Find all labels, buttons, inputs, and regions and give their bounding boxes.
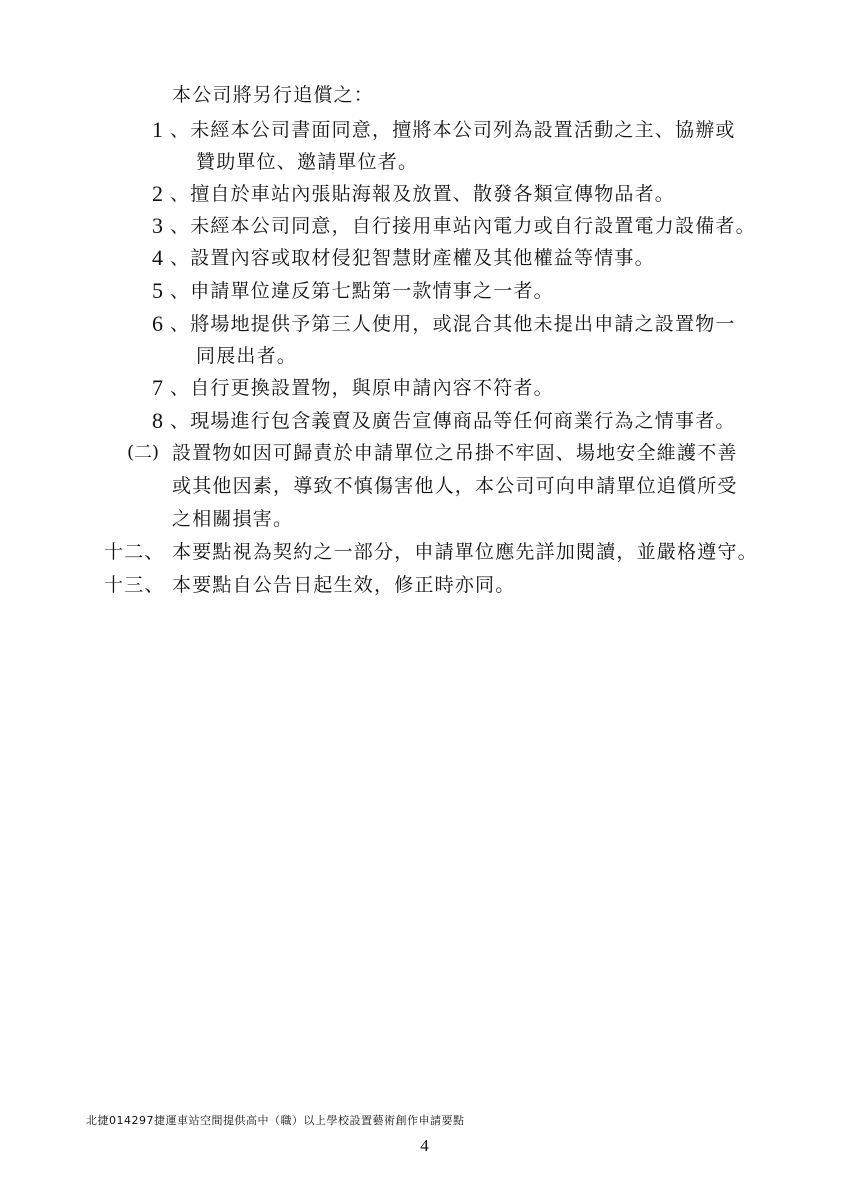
clause-12-label: 十二、 xyxy=(104,541,165,563)
item-4-number: 4 xyxy=(152,245,163,270)
item-3-number: 3 xyxy=(152,213,163,238)
page-number: 4 xyxy=(420,1136,429,1155)
item-5-text: 、申請單位違反第七點第一款情事之一者。 xyxy=(170,280,554,302)
footer-doc-reference: 北捷014297捷運車站空間提供高中（職）以上學校設置藝術創作申請要點 xyxy=(86,1114,465,1127)
item-2-text: 、擅自於車站內張貼海報及放置、散發各類宣傳物品者。 xyxy=(170,183,676,205)
item-7-number: 7 xyxy=(152,375,163,400)
item-4-text: 、設置內容或取材侵犯智慧財產權及其他權益等情事。 xyxy=(170,247,655,269)
clause-13-label: 十三、 xyxy=(104,574,165,596)
item-1-text-continued: 贊助單位、邀請單位者。 xyxy=(196,151,419,173)
subsection-2-line-3: 之相關損害。 xyxy=(172,508,294,530)
item-6-text-continued: 同展出者。 xyxy=(196,345,298,367)
item-6-text: 、將場地提供予第三人使用，或混合其他未提出申請之設置物一 xyxy=(170,313,736,335)
clause-12-text: 本要點視為契約之一部分，申請單位應先詳加閱讀，並嚴格遵守。 xyxy=(172,541,758,563)
item-1-text: 、未經本公司書面同意，擅將本公司列為設置活動之主、協辦或 xyxy=(170,119,736,141)
item-2-number: 2 xyxy=(152,181,163,206)
item-8-number: 8 xyxy=(152,408,163,433)
intro-text: 本公司將另行追償之： xyxy=(172,84,375,106)
subsection-2-line-2: 或其他因素，導致不慎傷害他人，本公司可向申請單位追償所受 xyxy=(172,475,738,497)
item-5-number: 5 xyxy=(152,278,163,303)
clause-13-text: 本要點自公告日起生效，修正時亦同。 xyxy=(172,574,516,596)
item-7-text: 、自行更換設置物，與原申請內容不符者。 xyxy=(170,377,554,399)
subsection-2-label: (二) xyxy=(127,442,160,463)
item-1-number: 1 xyxy=(152,117,163,142)
item-6-number: 6 xyxy=(152,311,163,336)
item-8-text: 、現場進行包含義賣及廣告宣傳商品等任何商業行為之情事者。 xyxy=(170,410,736,432)
subsection-2-line-1: 設置物如因可歸責於申請單位之吊掛不牢固、場地安全維護不善 xyxy=(172,442,738,464)
item-3-text: 、未經本公司同意，自行接用車站內電力或自行設置電力設備者。 xyxy=(170,215,756,237)
